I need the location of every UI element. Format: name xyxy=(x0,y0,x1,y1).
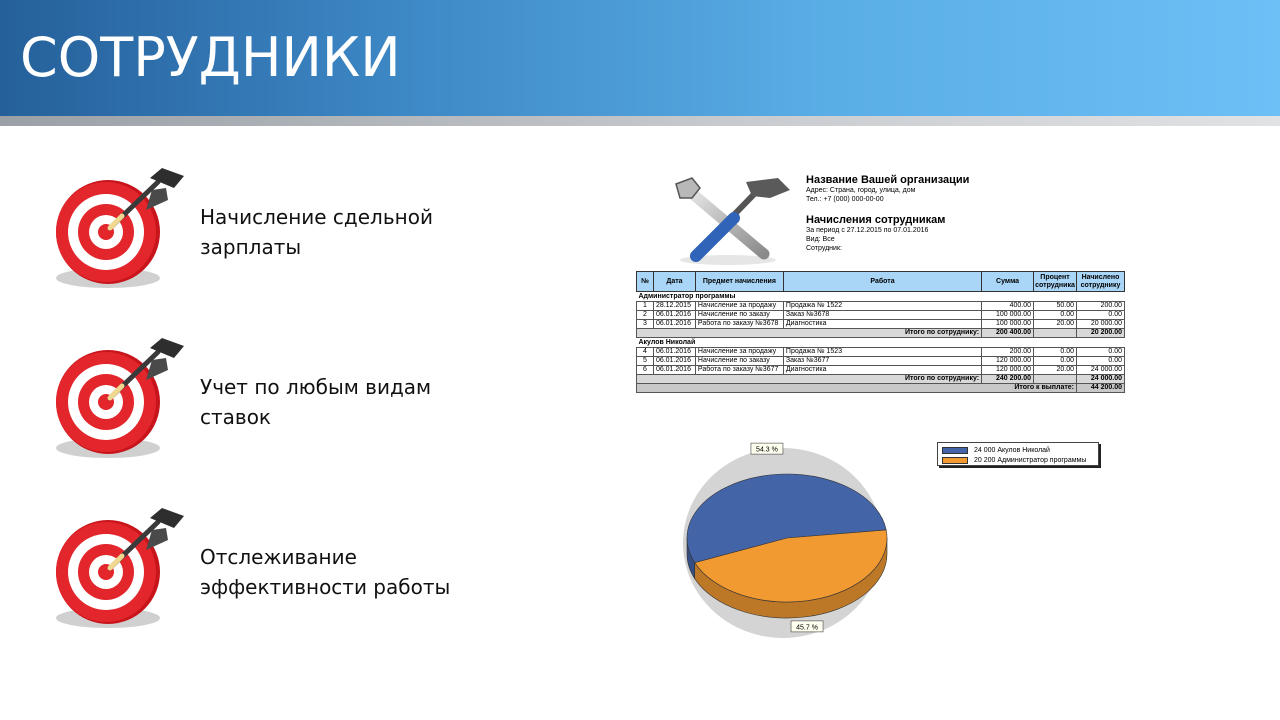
col-percent-line: сотрудника xyxy=(1035,281,1075,289)
subtotal-label: Итого по сотруднику: xyxy=(637,329,982,338)
cell-percent: 0.00 xyxy=(1034,348,1077,357)
feature-item xyxy=(50,500,470,640)
cell-accrued: 0.00 xyxy=(1077,348,1125,357)
cell-percent: 20.00 xyxy=(1034,366,1077,375)
cell-subject: Работа по заказу №3678 xyxy=(695,320,783,329)
pie-percent-label xyxy=(751,443,783,454)
col-date: Дата xyxy=(653,272,695,292)
cell-accrued: 0.00 xyxy=(1077,357,1125,366)
cell-date: 28.12.2015 xyxy=(653,302,695,311)
subtotal-accrued: 24 000.00 xyxy=(1077,375,1125,384)
cell-subject: Начисление за продажу xyxy=(695,348,783,357)
group-name: Акулов Николай xyxy=(638,339,696,346)
cell-sum: 120 000.00 xyxy=(982,357,1034,366)
cell-date: 06.01.2016 xyxy=(653,357,695,366)
cell-accrued: 0.00 xyxy=(1077,311,1125,320)
feature-text xyxy=(200,372,480,432)
report-kind: Вид: Все xyxy=(806,236,835,243)
tools-icon xyxy=(666,174,796,266)
cell-work: Продажа № 1522 xyxy=(783,302,981,311)
col-num: № xyxy=(637,272,654,292)
col-accrued-line: сотруднику xyxy=(1080,281,1121,289)
total-value: 44 200.00 xyxy=(1077,384,1125,393)
cell-subject: Начисление по заказу xyxy=(695,357,783,366)
cell-sum: 200.00 xyxy=(982,348,1034,357)
feature-item xyxy=(50,160,470,300)
page-title: СОТРУДНИКИ xyxy=(20,26,401,89)
cell-work: Заказ №3677 xyxy=(783,357,981,366)
header-divider xyxy=(0,116,1280,126)
subtotal-row xyxy=(637,329,1125,338)
feature-line: ставок xyxy=(200,405,272,429)
pie-chart xyxy=(680,440,890,640)
feature-line: зарплаты xyxy=(200,235,302,259)
target-icon xyxy=(50,500,190,640)
cell-num: 1 xyxy=(637,302,654,311)
subtotal-empty xyxy=(1034,329,1077,338)
feature-line: Отслеживание xyxy=(200,545,357,569)
pie-percent-label xyxy=(791,621,823,632)
group-name: Администратор программы xyxy=(638,293,736,300)
col-accrued-line: Начислено xyxy=(1081,273,1120,281)
cell-subject: Начисление за продажу xyxy=(695,302,783,311)
subtotal-sum: 240 200.00 xyxy=(982,375,1034,384)
cell-percent: 0.00 xyxy=(1034,311,1077,320)
cell-sum: 100 000.00 xyxy=(982,320,1034,329)
cell-subject: Начисление по заказу xyxy=(695,311,783,320)
total-label: Итого к выплате: xyxy=(637,384,1077,393)
cell-date: 06.01.2016 xyxy=(653,320,695,329)
legend-swatch xyxy=(942,447,968,454)
table-row xyxy=(637,366,1125,375)
chart-legend xyxy=(937,442,1099,466)
cell-percent: 50.00 xyxy=(1034,302,1077,311)
org-name: Название Вашей организации xyxy=(806,174,970,186)
org-phone: Тел.: +7 (000) 000-00-00 xyxy=(806,196,884,203)
accruals-table xyxy=(636,271,1125,393)
cell-percent: 0.00 xyxy=(1034,357,1077,366)
cell-num: 2 xyxy=(637,311,654,320)
cell-accrued: 200.00 xyxy=(1077,302,1125,311)
cell-work: Диагностика xyxy=(783,320,981,329)
report-title: Начисления сотрудникам xyxy=(806,214,946,226)
feature-line: Начисление сдельной xyxy=(200,205,433,229)
feature-line: эффективности работы xyxy=(200,575,451,599)
cell-sum: 120 000.00 xyxy=(982,366,1034,375)
cell-date: 06.01.2016 xyxy=(653,311,695,320)
cell-date: 06.01.2016 xyxy=(653,348,695,357)
cell-accrued: 24 000.00 xyxy=(1077,366,1125,375)
table-header-row xyxy=(637,272,1125,292)
cell-num: 6 xyxy=(637,366,654,375)
target-icon xyxy=(50,330,190,470)
cell-date: 06.01.2016 xyxy=(653,366,695,375)
feature-item xyxy=(50,330,470,470)
org-address: Адрес: Страна, город, улица, дом xyxy=(806,187,916,194)
cell-sum: 100 000.00 xyxy=(982,311,1034,320)
report-period: За период с 27.12.2015 по 07.01.2016 xyxy=(806,227,929,234)
subtotal-empty xyxy=(1034,375,1077,384)
feature-text xyxy=(200,542,480,602)
table-row xyxy=(637,311,1125,320)
report-employee: Сотрудник: xyxy=(806,245,842,252)
cell-work: Диагностика xyxy=(783,366,981,375)
feature-line: Учет по любым видам xyxy=(200,375,432,399)
table-row xyxy=(637,348,1125,357)
legend-label: 20 200 Администратор программы xyxy=(974,456,1087,464)
legend-label: 24 000 Акулов Николай xyxy=(974,446,1050,454)
cell-percent: 20.00 xyxy=(1034,320,1077,329)
col-percent xyxy=(1034,272,1077,292)
subtotal-label: Итого по сотруднику: xyxy=(637,375,982,384)
cell-work: Заказ №3678 xyxy=(783,311,981,320)
table-row xyxy=(637,357,1125,366)
pie-top-layer xyxy=(687,474,887,602)
group-header xyxy=(637,292,1125,302)
cell-num: 3 xyxy=(637,320,654,329)
cell-work: Продажа № 1523 xyxy=(783,348,981,357)
table-row xyxy=(637,302,1125,311)
pie-label-text: 45.7 % xyxy=(796,624,818,632)
target-icon xyxy=(50,160,190,300)
feature-text xyxy=(200,202,480,262)
col-subject: Предмет начисления xyxy=(695,272,783,292)
legend-swatch xyxy=(942,457,968,464)
cell-sum: 400.00 xyxy=(982,302,1034,311)
subtotal-accrued: 20 200.00 xyxy=(1077,329,1125,338)
legend-item xyxy=(942,455,1094,465)
subtotal-row xyxy=(637,375,1125,384)
legend-item xyxy=(942,445,1094,455)
subtotal-sum: 200 400.00 xyxy=(982,329,1034,338)
col-accrued xyxy=(1077,272,1125,292)
col-sum: Сумма xyxy=(982,272,1034,292)
col-work: Работа xyxy=(783,272,981,292)
cell-accrued: 20 000.00 xyxy=(1077,320,1125,329)
cell-num: 4 xyxy=(637,348,654,357)
cell-subject: Работа по заказу №3677 xyxy=(695,366,783,375)
org-block xyxy=(806,174,969,253)
cell-num: 5 xyxy=(637,357,654,366)
table-row xyxy=(637,320,1125,329)
pie-label-text: 54.3 % xyxy=(756,446,778,454)
group-header xyxy=(637,338,1125,348)
col-percent-line: Процент xyxy=(1040,273,1070,281)
total-row xyxy=(637,384,1125,393)
